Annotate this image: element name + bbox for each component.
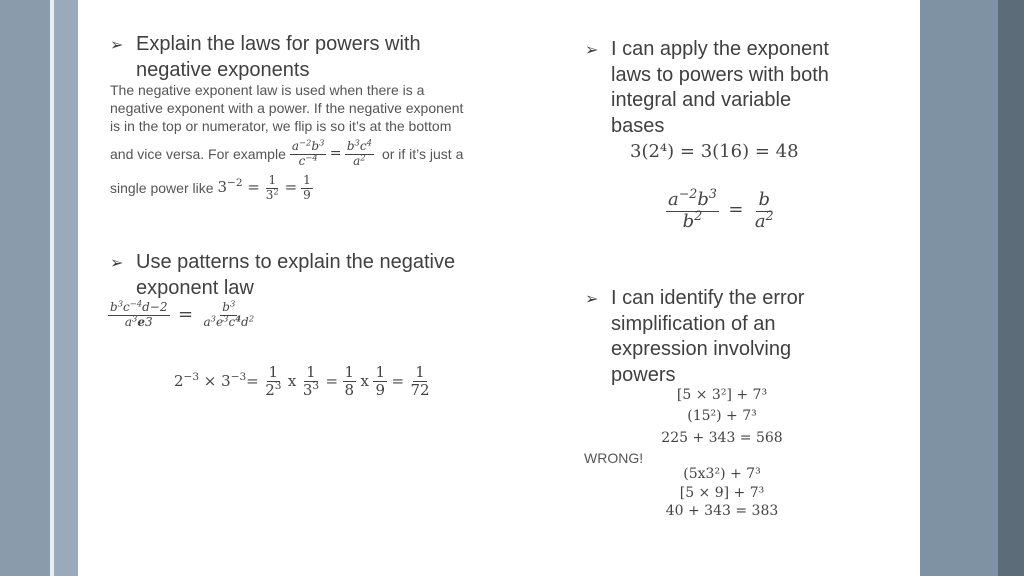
pattern-fraction-equation: $\frac{b^3c^{-4}d-2}{a^3e3}$ = $\frac{b^3}{a^3e^3c^4d^2}$ (110, 298, 255, 329)
example-line: and vice versa. For example $\frac{a^{-2}b^3}{c^{-4}}$ = $\frac{b^3c^4}{a^2}$ or if it’s just a (110, 137, 464, 168)
bullet-title: Explain the laws for powers with negative exponents (136, 33, 421, 81)
wrong-step-1: [5 × 3²] + 7³ (676, 387, 768, 403)
wrong-label: WRONG! (584, 450, 644, 466)
bullet-identify-error (585, 286, 804, 388)
correct-step-1: (5x3²) + 7³ (683, 466, 761, 482)
wrong-step-2: (15²) + 7³ (687, 408, 757, 424)
arrow-bullet-icon: ➢ (110, 35, 124, 54)
apply-equation: 3(2⁴) = 3(16) = 48 (630, 141, 799, 162)
example-fraction-equation: $\frac{a^{-2}b^3}{c^{-4}}$ = $\frac{b^3c^4}{a^2}$ (291, 137, 372, 168)
bullet-explain-laws (110, 32, 421, 83)
arrow-bullet-icon: ➢ (585, 40, 599, 59)
variable-bases-equation: $\frac{a^{-2}b^3}{b^2}$ = $\frac{b}{a^2}$ (668, 186, 774, 232)
bullet-title: I can identify the error simplification of an expression involving powers (611, 287, 805, 386)
arrow-bullet-icon: ➢ (110, 253, 124, 272)
right-border-band (920, 0, 998, 576)
left-border-inner (54, 0, 78, 576)
single-power-equation: $3^{-2}$ = $\frac{1}{3^2}$ = $\frac{1}{9}$ (217, 172, 311, 202)
correct-step-2: [5 × 9] + 7³ (679, 485, 765, 501)
bullet-use-patterns (110, 250, 455, 301)
left-border-band (0, 0, 50, 576)
wrong-step-3: 225 + 343 = 568 (661, 430, 783, 446)
bullet-apply-laws (585, 37, 829, 139)
right-border-outer (998, 0, 1024, 576)
explanation-paragraph: The negative exponent law is used when there is a negative exponent with a power. If the negative exponent is in the top or numerator, we flip is so it’s at the bottom (110, 82, 464, 134)
slide (78, 0, 920, 576)
bullet-title: Use patterns to explain the negative exponent law (136, 251, 456, 299)
correct-step-3: 40 + 343 = 383 (665, 503, 779, 519)
single-power-line: single power like $3^{-2}$ = $\frac{1}{3^2}$ = $\frac{1}{9}$ (110, 172, 311, 202)
arrow-bullet-icon: ➢ (585, 289, 599, 308)
product-powers-equation: $2^{-3} \times 3^{-3}=$ $\frac{1}{2^3}$ x $\frac{1}{3^3}$ = $\frac{1}{8}$ x $\frac{1}{9}$ = $\frac{1}{72}$ (174, 363, 430, 400)
bullet-title: I can apply the exponent laws to powers with both integral and variable bases (611, 38, 829, 137)
